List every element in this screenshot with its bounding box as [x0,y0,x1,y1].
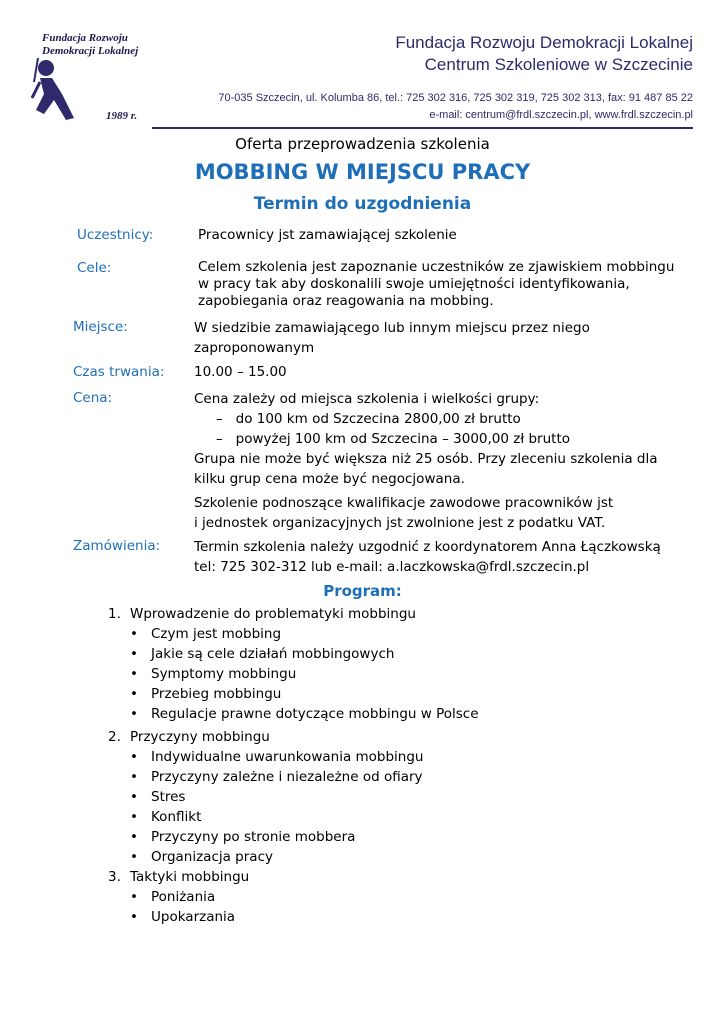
program-section: 1. Wprowadzenie do problematyki mobbingu • Czym jest mobbing • Jakie są cele działań mobbingowych • Symptomy mobbingu • Przebieg mobbingu • Regulacje prawne dotyczące mobbingu w Polsce [108,604,479,724]
price-label: Cena: [73,390,113,406]
list-item: • Poniżania [108,887,479,907]
section-title: Taktyki mobbingu [130,869,250,885]
header-divider [152,127,693,129]
orders-label: Zamówienia: [73,538,161,554]
orders-value: Termin szkolenia należy uzgodnić z koordynatorem Anna Łączkowską tel: 725 302-312 lub e-mail: a.laczkowska@frdl.szczecin.pl [194,539,661,575]
program-section: 3. Taktyki mobbingu • Poniżania • Upokarzania [108,867,479,927]
duration-label: Czas trwania: [73,364,165,380]
goals-value: Celem szkolenia jest zapoznanie uczestników ze zjawiskiem mobbingu w pracy tak aby doskonalili swoje umiejętności identyfikowania, zapobiegania oraz reagowania na mobbing. [198,259,675,309]
logo-text: Fundacja Rozwoju Demokracji Lokalnej [42,32,139,57]
header-title: Fundacja Rozwoju Demokracji Lokalnej Centrum Szkoleniowe w Szczecinie [395,33,693,74]
list-item: • Konflikt [108,807,479,827]
list-item: • Czym jest mobbing [108,624,479,644]
price-option-1: – do 100 km od Szczecina 2800,00 zł brutto [216,411,521,427]
goals-label: Cele: [77,260,112,276]
offer-label: Oferta przeprowadzenia szkolenia [235,135,490,153]
logo-year: 1989 r. [106,110,138,122]
program-list [108,604,479,927]
section-title: Przyczyny mobbingu [130,729,270,745]
list-item: • Przyczyny po stronie mobbera [108,827,479,847]
program-section: 2. Przyczyny mobbingu • Indywidualne uwarunkowania mobbingu • Przyczyny zależne i niezależne od ofiary • Stres • Konflikt • Przyczyny po stronie mobbera • Organizacja pracy [108,727,479,867]
page-title: MOBBING W MIEJSCU PRACY [194,160,531,184]
list-item: • Przebieg mobbingu [108,684,479,704]
place-label: Miejsce: [73,319,128,335]
participants-value: Pracownicy jst zamawiającej szkolenie [198,227,457,243]
walking-figure-icon [28,54,88,126]
duration-value: 10.00 – 15.00 [194,364,287,380]
list-item: • Symptomy mobbingu [108,664,479,684]
list-item: • Upokarzania [108,907,479,927]
list-item: • Regulacje prawne dotyczące mobbingu w Polsce [108,704,479,724]
list-item: • Przyczyny zależne i niezależne od ofiary [108,767,479,787]
list-item: • Stres [108,787,479,807]
termin-heading: Termin do uzgodnienia [253,194,472,214]
foundation-logo [28,26,153,126]
price-option-2: – powyżej 100 km od Szczecina – 3000,00 zł brutto [216,431,571,447]
place-value: W siedzibie zamawiającego lub innym miejscu przez niego zaproponowanym [194,320,590,356]
list-item: • Indywidualne uwarunkowania mobbingu [108,747,479,767]
header-address: 70-035 Szczecin, ul. Kolumba 86, tel.: 725 302 316, 725 302 319, 725 302 313, fax: 91 487 85 22 e-mail: centrum@frdl.szczecin.pl, www.frdl.szczecin.pl [218,92,693,121]
list-item: • Jakie są cele działań mobbingowych [108,644,479,664]
program-title: Program: [323,582,402,600]
section-title: Wprowadzenie do problematyki mobbingu [130,606,416,622]
price-value: Cena zależy od miejsca szkolenia i wielkości grupy: – do 100 km od Szczecina 2800,00 zł brutto – powyżej 100 km od Szczecina – 3000,00 zł brutto Grupa nie może być większa niż 25 osób. Przy zleceniu szkolenia dla kilku grup cena może być negocjowana. Szkolenie podnoszące kwalifikacje zawodowe pracowników jst i jednostek organizacyjnych jst zwolnione jest z podatku VAT. [194,391,658,531]
list-item: • Organizacja pracy [108,847,479,867]
participants-label: Uczestnicy: [77,227,154,243]
